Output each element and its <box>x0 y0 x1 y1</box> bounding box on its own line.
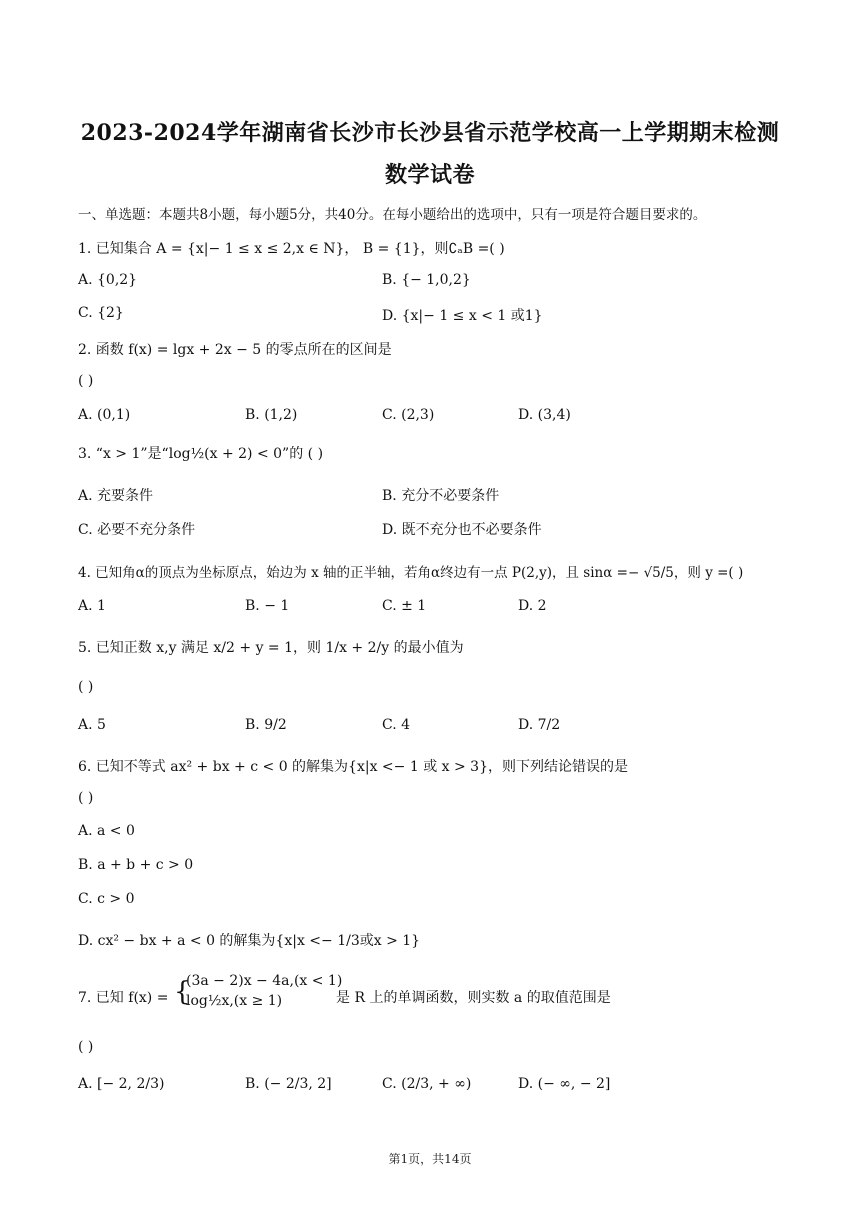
q3-option-a: A. 充要条件 <box>78 488 154 504</box>
q7-option-a: A. [− 2, 2/3) <box>78 1076 165 1092</box>
question-5-paren: ( ) <box>78 679 94 695</box>
exam-subtitle: 数学试卷 <box>384 162 475 188</box>
section-heading: 一、单选题：本题共8小题，每小题5分，共40分。在每小题给出的选项中，只有一项是符合题目要求的。 <box>78 207 707 223</box>
q7-option-c: C. (2/3, + ∞) <box>382 1076 472 1092</box>
q2-option-d: D. (3,4) <box>518 407 571 423</box>
question-7-stem-post: 是 R 上的单调函数，则实数 a 的取值范围是 <box>336 990 611 1006</box>
q1-option-b: B. {− 1,0,2} <box>382 272 471 288</box>
q2-option-b: B. (1,2) <box>245 407 298 423</box>
q2-option-c: C. (2,3) <box>382 407 435 423</box>
question-1-stem: 1. 已知集合 A = {x|− 1 ≤ x ≤ 2,x ∈ N}， B = {1}，则∁ₐB =( ) <box>78 241 505 257</box>
q1-option-c: C. {2} <box>78 305 124 321</box>
q3-option-c: C. 必要不充分条件 <box>78 522 196 538</box>
q4-option-b: B. − 1 <box>245 598 290 614</box>
q5-option-d: D. 7/2 <box>518 717 561 733</box>
q1-option-a: A. {0,2} <box>78 272 138 288</box>
q6-option-c: C. c > 0 <box>78 891 135 907</box>
question-2-paren: ( ) <box>78 373 94 389</box>
question-7-stem-pre: 7. 已知 f(x) = <box>78 990 169 1006</box>
q1-option-d: D. {x|− 1 ≤ x < 1 或1} <box>382 308 543 324</box>
q3-option-b: B. 充分不必要条件 <box>382 488 500 504</box>
q6-option-a: A. a < 0 <box>78 823 135 839</box>
question-2-stem: 2. 函数 f(x) = lgx + 2x − 5 的零点所在的区间是 <box>78 342 392 358</box>
q6-option-b: B. a + b + c > 0 <box>78 857 194 873</box>
q7-case-2: log½x,(x ≥ 1) <box>186 993 283 1009</box>
q3-option-d: D. 既不充分也不必要条件 <box>382 522 542 538</box>
q5-option-a: A. 5 <box>78 717 106 733</box>
q5-option-c: C. 4 <box>382 717 411 733</box>
question-6-paren: ( ) <box>78 790 94 806</box>
exam-title: 2023-2024学年湖南省长沙市长沙县省示范学校高一上学期期末检测 <box>80 120 780 146</box>
question-6-stem: 6. 已知不等式 ax² + bx + c < 0 的解集为{x|x <− 1 或 x > 3}，则下列结论错误的是 <box>78 759 628 775</box>
question-3-stem: 3. “x > 1”是“log½(x + 2) < 0”的 ( ) <box>78 446 324 462</box>
q7-option-b: B. (− 2/3, 2] <box>245 1076 332 1092</box>
q4-option-a: A. 1 <box>78 598 106 614</box>
q2-option-a: A. (0,1) <box>78 407 131 423</box>
question-4-stem: 4. 已知角α的顶点为坐标原点，始边为 x 轴的正半轴，若角α终边有一点 P(2,y)，且 sinα =− √5/5，则 y =( ) <box>78 565 744 581</box>
q7-option-d: D. (− ∞, − 2] <box>518 1076 611 1092</box>
q7-brace: { <box>174 977 191 1007</box>
q5-option-b: B. 9/2 <box>245 717 287 733</box>
q4-option-d: D. 2 <box>518 598 547 614</box>
q6-option-d: D. cx² − bx + a < 0 的解集为{x|x <− 1/3或x > 1} <box>78 933 421 949</box>
q4-option-c: C. ± 1 <box>382 598 427 614</box>
page-footer: 第1页，共14页 <box>388 1152 472 1166</box>
question-7-paren: ( ) <box>78 1039 94 1055</box>
q7-case-1: (3a − 2)x − 4a,(x < 1) <box>186 973 343 989</box>
question-5-stem: 5. 已知正数 x,y 满足 x/2 + y = 1，则 1/x + 2/y 的最小值为 <box>78 640 464 656</box>
